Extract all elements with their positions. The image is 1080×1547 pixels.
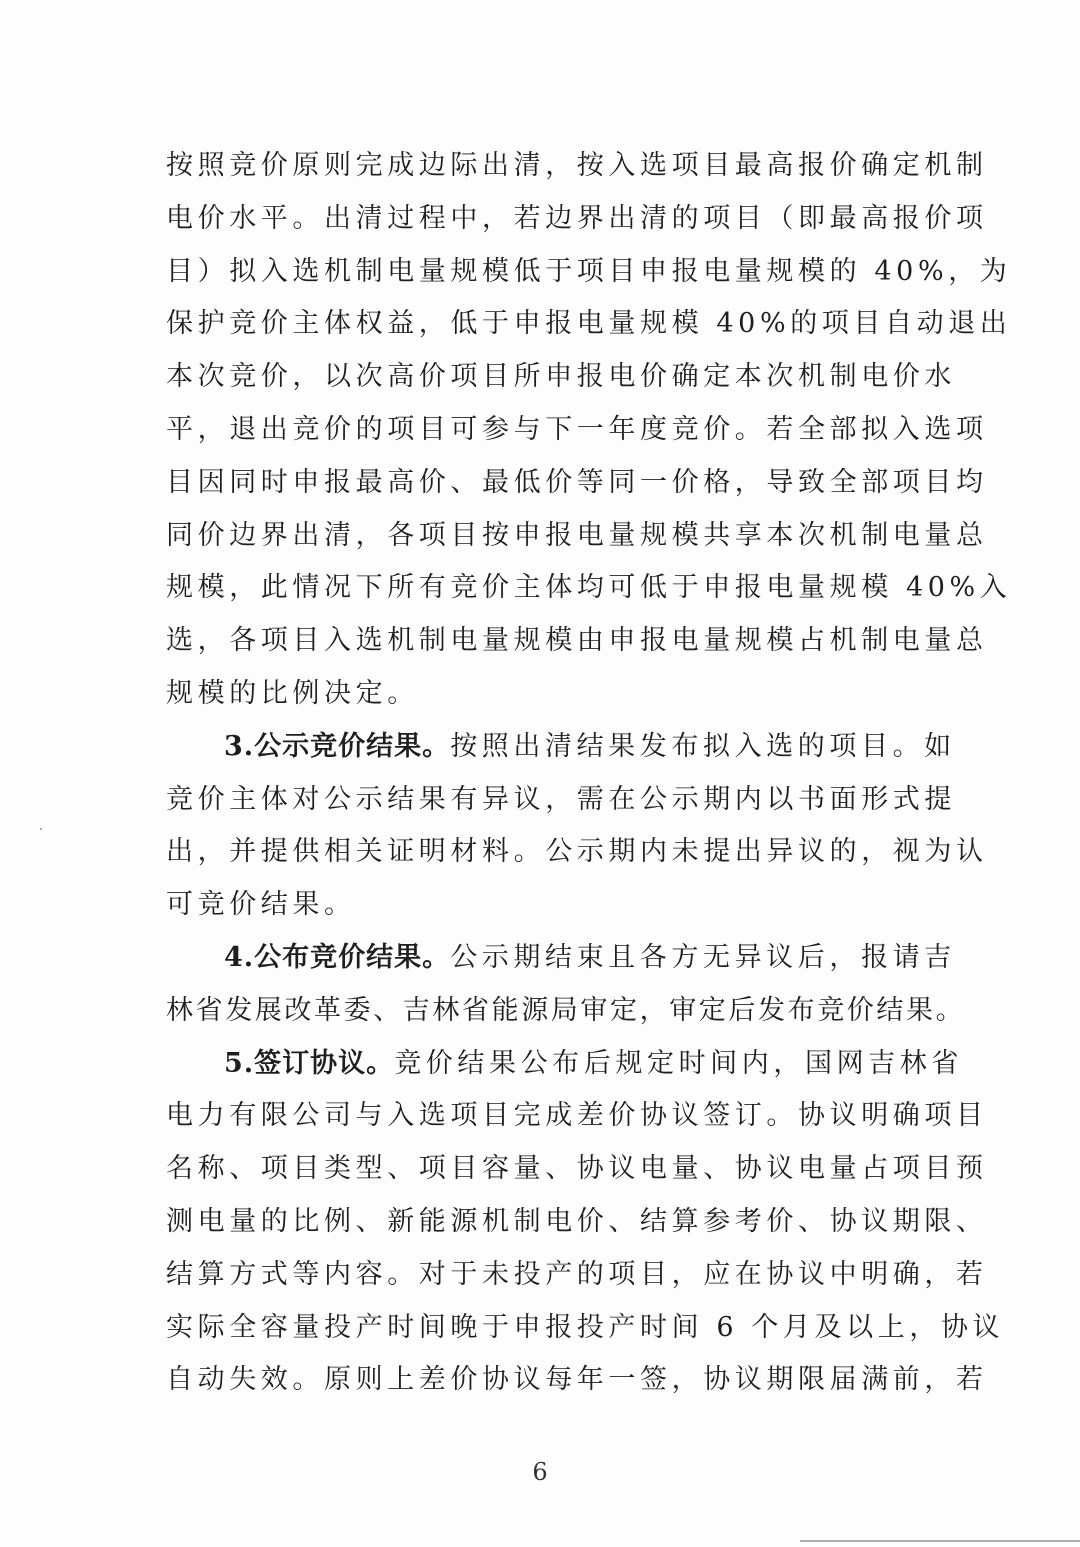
section-4-text: 公示期结束且各方无异议后，报请吉 — [450, 941, 956, 973]
paragraph-line: 测电量的比例、新能源机制电价、结算参考价、协议期限、 — [166, 1205, 988, 1237]
section-4-heading: 4.公布竞价结果。 — [224, 941, 451, 973]
paragraph-line: 实际全容量投产时间晚于申报投产时间 6 个月及以上，协议 — [166, 1311, 1005, 1343]
section-3-first-line — [166, 721, 956, 774]
paragraph-line: 规模的比例决定。 — [166, 677, 419, 709]
section-3-text: 按照出清结果发布拟入选的项目。如 — [450, 730, 956, 762]
paragraph-line: 竞价主体对公示结果有异议，需在公示期内以书面形式提 — [166, 783, 956, 815]
paragraph-line: 可竞价结果。 — [166, 889, 356, 921]
paragraph-line: 选，各项目入选机制电量规模由申报电量规模占机制电量总 — [166, 625, 988, 657]
page-number: 6 — [532, 1458, 548, 1486]
paragraph-line: 目）拟入选机制电量规模低于项目申报电量规模的 40%，为 — [166, 255, 1012, 287]
section-4-first-line — [166, 932, 956, 985]
paragraph-line: 出，并提供相关证明材料。公示期内未提出异议的，视为认 — [166, 836, 988, 868]
scan-artifact-dot — [40, 828, 42, 830]
paragraph-line: 结算方式等内容。对于未投产的项目，应在协议中明确，若 — [166, 1258, 988, 1290]
paragraph-line: 同价边界出清，各项目按申报电量规模共享本次机制电量总 — [166, 519, 988, 551]
paragraph-line: 林省发展改革委、吉林省能源局审定，审定后发布竞价结果。 — [166, 994, 966, 1026]
paragraph-line: 名称、项目类型、项目容量、协议电量、协议电量占项目预 — [166, 1153, 988, 1185]
paragraph-line: 目因同时申报最高价、最低价等同一价格，导致全部项目均 — [166, 466, 988, 498]
scan-edge-line — [800, 1540, 1080, 1542]
paragraph-line: 按照竞价原则完成边际出清，按入选项目最高报价确定机制 — [166, 150, 988, 181]
paragraph-line: 保护竞价主体权益，低于申报电量规模 40%的项目自动退出 — [166, 308, 1012, 340]
paragraph-line: 自动失效。原则上差价协议每年一签，协议期限届满前，若 — [166, 1364, 988, 1396]
paragraph-line: 电力有限公司与入选项目完成差价协议签订。协议明确项目 — [166, 1100, 988, 1132]
section-5-first-line — [166, 1038, 963, 1091]
section-5-text: 竞价结果公布后规定时间内，国网吉林省 — [394, 1047, 963, 1079]
section-5-heading: 5.签订协议。 — [224, 1047, 395, 1079]
paragraph-line: 平，退出竞价的项目可参与下一年度竞价。若全部拟入选项 — [166, 413, 988, 445]
paragraph-line: 规模，此情况下所有竞价主体均可低于申报电量规模 40%入 — [166, 572, 1012, 604]
section-3-heading: 3.公示竞价结果。 — [224, 730, 451, 762]
document-body — [166, 140, 1012, 1407]
paragraph-line: 本次竞价，以次高价项目所申报电价确定本次机制电价水 — [166, 361, 956, 393]
paragraph-line: 电价水平。出清过程中，若边界出清的项目（即最高报价项 — [166, 202, 988, 234]
